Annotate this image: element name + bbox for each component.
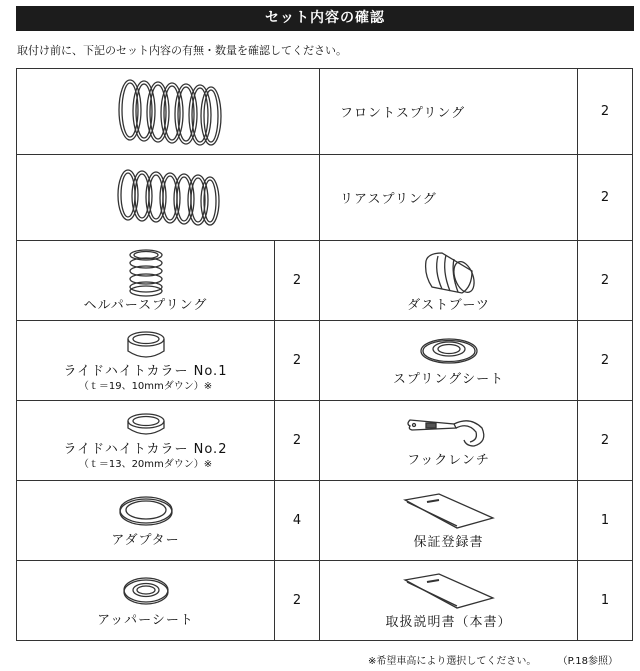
item-name: 保証登録書 [413, 535, 484, 550]
item-cell [320, 481, 578, 561]
item-name: ヘルパースプリング [83, 298, 208, 313]
item-image-cell [17, 69, 320, 155]
front-spring-icon [108, 72, 228, 152]
document-icon [399, 570, 499, 614]
item-name: 取扱説明書（本書） [385, 615, 512, 630]
footer-note [368, 652, 618, 667]
page-reference: （P.18参照） [557, 656, 618, 667]
spring-seat-icon [414, 333, 484, 371]
table-row [17, 69, 633, 155]
item-qty: 2 [275, 561, 320, 641]
document-icon [399, 490, 499, 534]
item-name: フロントスプリング [320, 69, 578, 155]
item-qty: 2 [578, 321, 633, 401]
table-row [17, 241, 633, 321]
item-name: ライドハイトカラー No.1 [63, 363, 228, 379]
table-row [17, 481, 633, 561]
item-cell [17, 321, 275, 401]
item-qty: 4 [275, 481, 320, 561]
item-name: スプリングシート [392, 372, 505, 387]
item-cell [320, 401, 578, 481]
item-name: リアスプリング [320, 155, 578, 241]
item-qty: 2 [275, 401, 320, 481]
page-title: セット内容の確認 [16, 6, 634, 31]
selection-note: ※希望車高により選択してください。 [368, 656, 537, 667]
item-qty: 2 [578, 241, 633, 321]
helper-spring-icon [121, 247, 171, 297]
ride-height-collar-icon [121, 329, 171, 363]
item-name: ダストブーツ [407, 298, 490, 313]
item-cell [320, 321, 578, 401]
rear-spring-icon [108, 163, 228, 233]
item-cell [17, 401, 275, 481]
upper-seat-icon [116, 572, 176, 612]
item-qty: 2 [578, 401, 633, 481]
item-qty: 1 [578, 561, 633, 641]
item-cell [17, 561, 275, 641]
item-image-cell [17, 155, 320, 241]
adapter-ring-icon [111, 492, 181, 532]
hook-wrench-icon [404, 412, 494, 452]
item-name: ライドハイトカラー No.2 [63, 441, 228, 457]
item-cell [17, 481, 275, 561]
item-cell [320, 561, 578, 641]
item-qty: 1 [578, 481, 633, 561]
item-name: アッパーシート [97, 613, 194, 628]
item-qty: 2 [275, 321, 320, 401]
ride-height-collar-icon [121, 411, 171, 441]
item-cell [17, 241, 275, 321]
item-note: （ｔ＝19、10mmダウン）※ [78, 380, 213, 392]
table-row [17, 155, 633, 241]
item-note: （ｔ＝13、20mmダウン）※ [78, 458, 213, 470]
item-cell [320, 241, 578, 321]
intro-text: 取付け前に、下記のセット内容の有無・数量を確認してください。 [17, 44, 347, 57]
contents-table [16, 68, 633, 641]
dust-boot-icon [414, 247, 484, 297]
item-qty: 2 [578, 155, 633, 241]
item-name: フックレンチ [407, 453, 490, 468]
item-name: アダプター [111, 533, 180, 548]
item-qty: 2 [578, 69, 633, 155]
item-qty: 2 [275, 241, 320, 321]
table-row [17, 321, 633, 401]
table-row [17, 401, 633, 481]
table-row [17, 561, 633, 641]
